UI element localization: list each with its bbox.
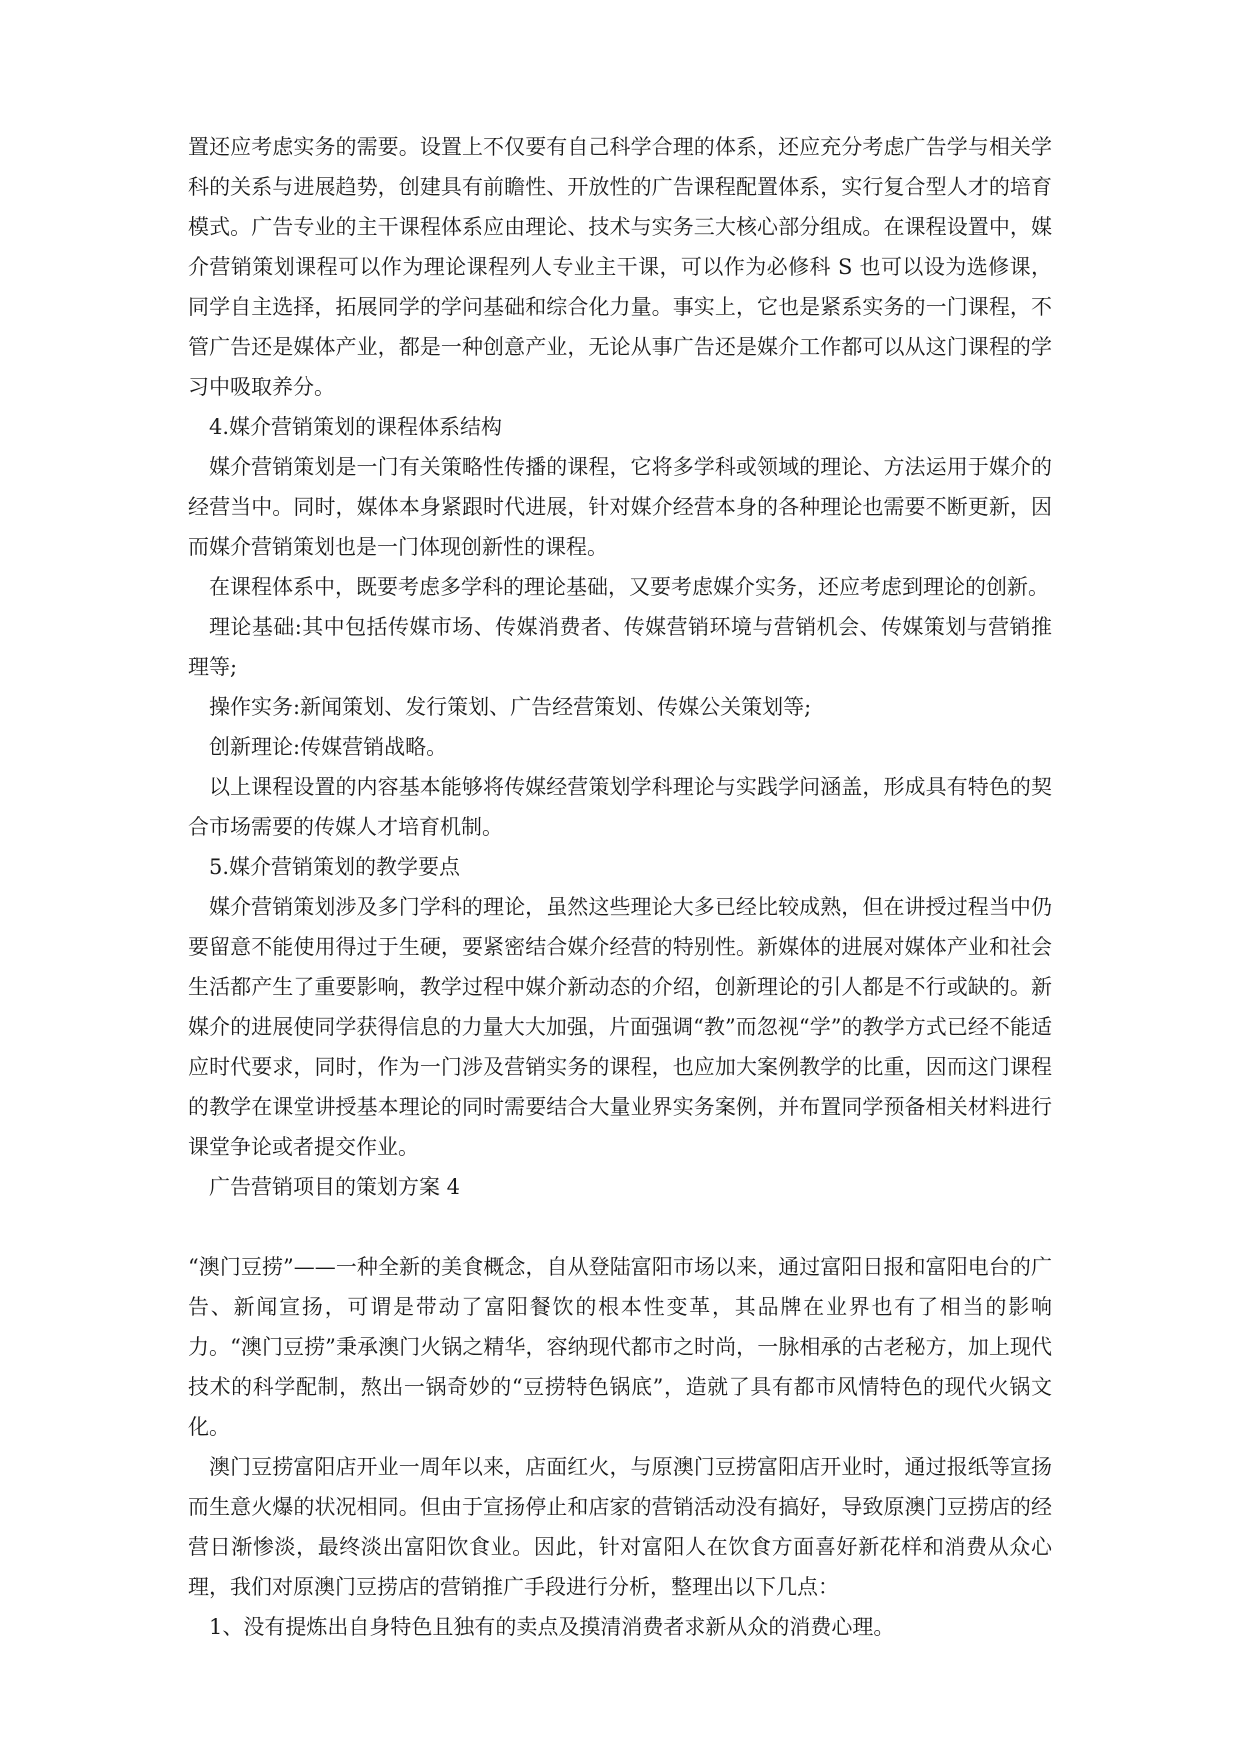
heading-plan-4: 广告营销项目的策划方案 4 bbox=[209, 1175, 461, 1199]
list-item-1: 1、没有提炼出自身特色且独有的卖点及摸清消费者求新从众的消费心理。 bbox=[209, 1615, 895, 1639]
heading-teaching-points: 5.媒介营销策划的教学要点 bbox=[209, 855, 461, 879]
paragraph-summary: 以上课程设置的内容基本能够将传媒经营策划学科理论与实践学问涵盖，形成具有特色的契合市场需要的传媒人才培育机制。 bbox=[188, 775, 1052, 839]
paragraph-teaching: 媒介营销策划涉及多门学科的理论，虽然这些理论大多已经比较成熟，但在讲授过程当中仍要留意不能使用得过于生硬，要紧密结合媒介经营的特别性。新媒体的进展对媒体产业和社会生活都产生了重要影响，教学过程中媒介新动态的介绍，创新理论的引人都是不行或缺的。新媒介的进展使同学获得信息的力量大大加强，片面强调“教”而忽视“学”的教学方式已经不能适应时代要求，同时，作为一门涉及营销实务的课程，也应加大案例教学的比重，因而这门课程的教学在课堂讲授基本理论的同时需要结合大量业界实务案例，并布置同学预备相关材料进行课堂争论或者提交作业。 bbox=[188, 895, 1052, 1159]
spacer bbox=[188, 1207, 1052, 1247]
paragraph-course-setting: 置还应考虑实务的需要。设置上不仅要有自己科学合理的体系，还应充分考虑广告学与相关学科的关系与进展趋势，创建具有前瞻性、开放性的广告课程配置体系，实行复合型人才的培育模式。广告专业的主干课程体系应由理论、技术与实务三大核心部分组成。在课程设置中，媒介营销策划课程可以作为理论课程列人专业主干课，可以作为必修科 S 也可以设为选修课，同学自主选择，拓展同学的学问基础和综合化力量。事实上，它也是紧系实务的一门课程，不管广告还是媒体产业，都是一种创意产业，无论从事广告还是媒介工作都可以从这门课程的学习中吸取养分。 bbox=[188, 135, 1052, 399]
paragraph-media-marketing: 媒介营销策划是一门有关策略性传播的课程，它将多学科或领域的理论、方法运用于媒介的经营当中。同时，媒体本身紧跟时代进展，针对媒介经营本身的各种理论也需要不断更新，因而媒介营销策划也是一门体现创新性的课程。 bbox=[188, 455, 1052, 559]
paragraph-macau-intro: “澳门豆捞”——一种全新的美食概念，自从登陆富阳市场以来，通过富阳日报和富阳电台的广告、新闻宣扬，可谓是带动了富阳餐饮的根本性变革，其品牌在业界也有了相当的影响力。“澳门豆捞”秉承澳门火锅之精华，容纳现代都市之时尚，一脉相承的古老秘方，加上现代技术的科学配制，熬出一锅奇妙的“豆捞特色锅底”，造就了具有都市风情特色的现代火锅文化。 bbox=[188, 1255, 1052, 1439]
paragraph-practice: 操作实务:新闻策划、发行策划、广告经营策划、传媒公关策划等; bbox=[209, 695, 812, 719]
paragraph-innovation: 创新理论:传媒营销战略。 bbox=[209, 735, 448, 759]
paragraph-theory-basis: 理论基础:其中包括传媒市场、传媒消费者、传媒营销环境与营销机会、传媒策划与营销推理等; bbox=[188, 615, 1052, 679]
paragraph-store-analysis: 澳门豆捞富阳店开业一周年以来，店面红火，与原澳门豆捞富阳店开业时，通过报纸等宣扬而生意火爆的状况相同。但由于宣扬停止和店家的营销活动没有搞好，导致原澳门豆捞店的经营日渐惨淡，最终淡出富阳饮食业。因此，针对富阳人在饮食方面喜好新花样和消费从众心理，我们对原澳门豆捞店的营销推广手段进行分析，整理出以下几点： bbox=[188, 1455, 1052, 1599]
heading-course-structure: 4.媒介营销策划的课程体系结构 bbox=[209, 415, 503, 439]
document-page bbox=[188, 127, 1052, 1647]
paragraph-course-system: 在课程体系中，既要考虑多学科的理论基础，又要考虑媒介实务，还应考虑到理论的创新。 bbox=[209, 575, 1049, 599]
